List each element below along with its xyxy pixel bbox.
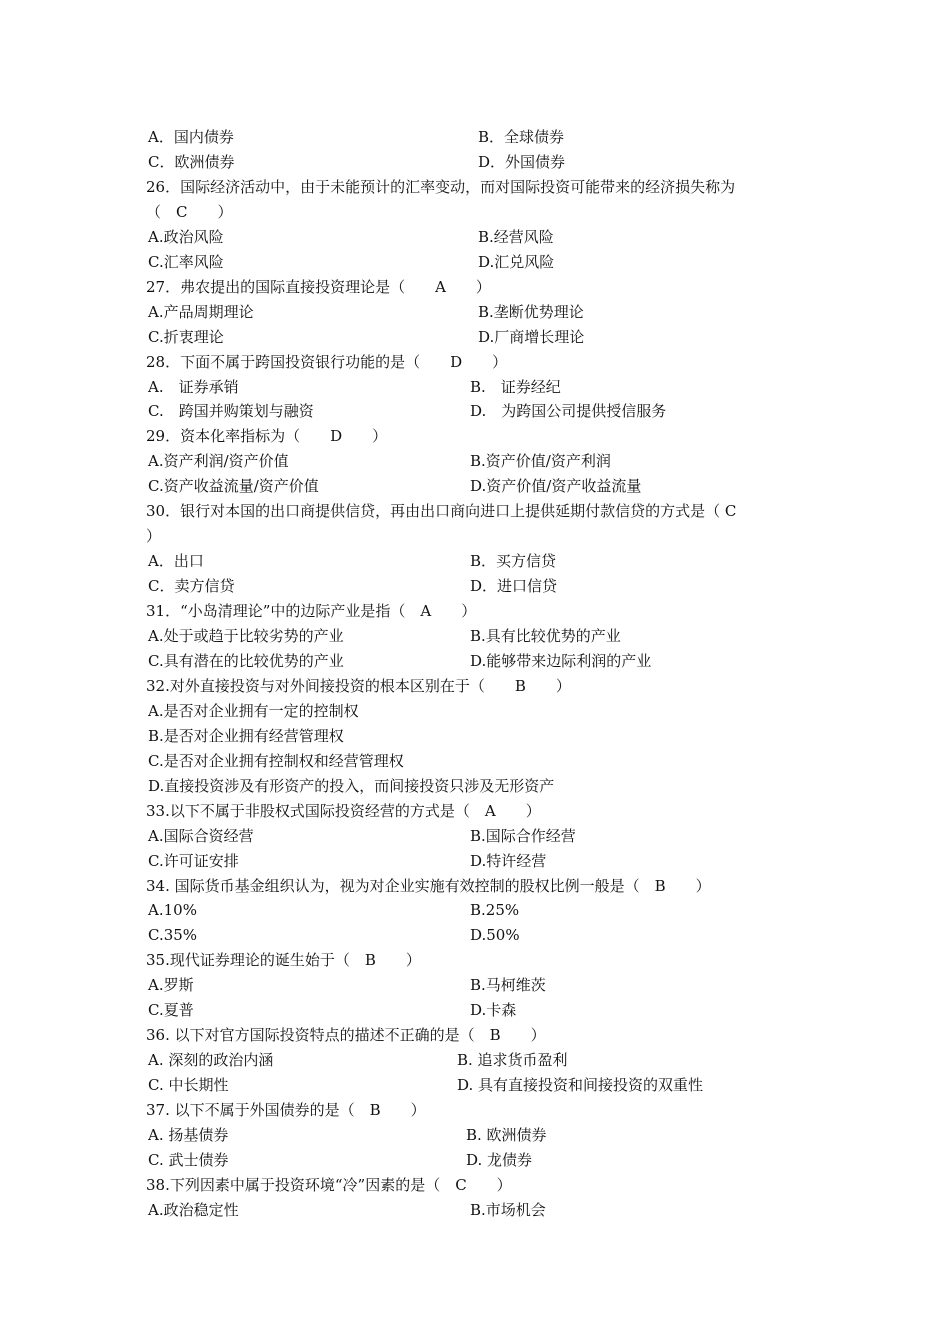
option-left: A．国内债券: [148, 128, 234, 146]
option-right: D. 龙债券: [466, 1151, 533, 1169]
option-left: A. 扬基债券: [148, 1126, 229, 1144]
option-left: C.汇率风险: [148, 253, 224, 271]
option-left: C.35%: [148, 926, 198, 944]
question-text: 29．资本化率指标为（ D ）: [146, 427, 388, 445]
option-right: B.具有比较优势的产业: [470, 627, 621, 645]
option-right: D.卡森: [470, 1001, 517, 1019]
option-right: B.马柯维茨: [470, 976, 546, 994]
option-right: D.能够带来边际利润的产业: [470, 652, 652, 670]
option-left: A.处于或趋于比较劣势的产业: [148, 627, 344, 645]
option-right: B.垄断优势理论: [478, 303, 584, 321]
option-left: A.政治风险: [148, 228, 224, 246]
option-line: A.是否对企业拥有一定的控制权: [148, 702, 359, 720]
option-right: D．进口信贷: [470, 577, 558, 595]
option-right: D. 具有直接投资和间接投资的双重性: [457, 1076, 704, 1094]
option-right: B. 欧洲债券: [466, 1126, 547, 1144]
option-right: B.经营风险: [478, 228, 554, 246]
question-text: 36. 以下对官方国际投资特点的描述不正确的是（ B ）: [146, 1026, 546, 1044]
option-left: C.具有潜在的比较优势的产业: [148, 652, 344, 670]
option-left: C.资产收益流量/资产价值: [148, 477, 319, 495]
option-left: C.许可证安排: [148, 852, 239, 870]
option-left: A.产品周期理论: [148, 303, 254, 321]
question-text: 34. 国际货币基金组织认为，视为对企业实施有效控制的股权比例一般是（ B ）: [146, 877, 711, 895]
option-left: C．卖方信贷: [148, 577, 235, 595]
option-right: D.资产价值/资产收益流量: [470, 477, 642, 495]
option-left: A.资产利润/资产价值: [148, 452, 289, 470]
option-right: D.50%: [470, 926, 520, 944]
option-left: A. 深刻的政治内涵: [148, 1051, 274, 1069]
option-right: D．外国债券: [478, 153, 566, 171]
option-line: B.是否对企业拥有经营管理权: [148, 727, 344, 745]
option-right: B.国际合作经营: [470, 827, 576, 845]
option-right: B．全球债券: [478, 128, 565, 146]
question-text: 26．国际经济活动中，由于未能预计的汇率变动，而对国际投资可能带来的经济损失称为: [146, 178, 736, 196]
option-left: C.夏普: [148, 1001, 194, 1019]
question-text: 37. 以下不属于外国债券的是（ B ）: [146, 1101, 426, 1119]
option-left: C. 跨国并购策划与融资: [148, 402, 314, 420]
option-left: A.10%: [148, 901, 197, 919]
question-text: ）: [146, 527, 162, 545]
option-right: D. 为跨国公司提供授信服务: [470, 402, 667, 420]
question-text: 32.对外直接投资与对外间接投资的根本区别在于（ B ）: [146, 677, 571, 695]
option-left: A.罗斯: [148, 976, 194, 994]
option-line: D.直接投资涉及有形资产的投入，而间接投资只涉及无形资产: [148, 777, 555, 795]
option-right: B. 追求货币盈利: [457, 1051, 568, 1069]
option-line: C.是否对企业拥有控制权和经营管理权: [148, 752, 404, 770]
question-text: 33.以下不属于非股权式国际投资经营的方式是（ A ）: [146, 802, 541, 820]
option-right: B.市场机会: [470, 1201, 546, 1219]
option-right: D.厂商增长理论: [478, 328, 585, 346]
question-text: 30．银行对本国的出口商提供信贷，再由出口商向进口上提供延期付款信贷的方式是（ C: [146, 502, 737, 520]
option-left: C. 武士债券: [148, 1151, 229, 1169]
question-text: 28．下面不属于跨国投资银行功能的是（ D ）: [146, 353, 508, 371]
option-left: A.国际合资经营: [148, 827, 254, 845]
option-right: D.汇兑风险: [478, 253, 555, 271]
option-right: B.25%: [470, 901, 520, 919]
option-left: A. 证券承销: [148, 378, 239, 396]
question-text: 38.下列因素中属于投资环境“冷”因素的是（ C ）: [146, 1176, 512, 1194]
option-left: C．欧洲债券: [148, 153, 235, 171]
option-left: C. 中长期性: [148, 1076, 229, 1094]
question-text: 35.现代证券理论的诞生始于（ B ）: [146, 951, 421, 969]
option-right: D.特许经营: [470, 852, 547, 870]
option-right: B．买方信贷: [470, 552, 557, 570]
option-right: B.资产价值/资产利润: [470, 452, 611, 470]
option-right: B. 证券经纪: [470, 378, 561, 396]
option-left: A.政治稳定性: [148, 1201, 239, 1219]
question-text: 31．“小岛清理论”中的边际产业是指（ A ）: [146, 602, 477, 620]
option-left: C.折衷理论: [148, 328, 224, 346]
question-text: 27．弗农提出的国际直接投资理论是（ A ）: [146, 278, 491, 296]
question-text: （ C ）: [146, 203, 233, 221]
option-left: A．出口: [148, 552, 204, 570]
